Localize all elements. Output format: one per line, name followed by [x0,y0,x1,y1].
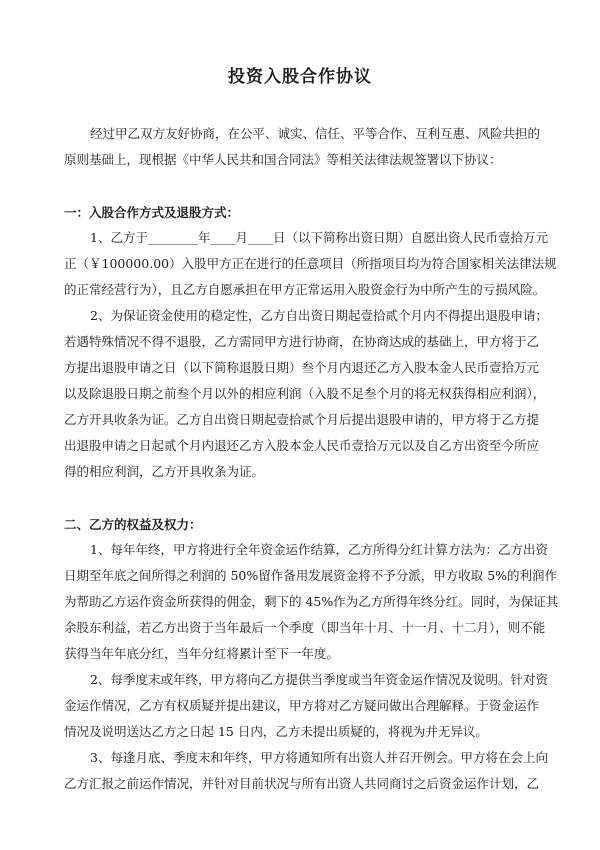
section-heading: 二、乙方的权益及权力： [64,517,202,532]
intro-line: 经过甲乙双方友好协商，在公平、诚实、信任、平等合作、互利互惠、风险共担的 [90,126,541,141]
paragraph-line: 金运作情况，乙方有权质疑并提出建议，甲方将对乙方疑问做出合理解释。于资金运作 [64,698,540,713]
paragraph-line: 1、乙方于________年____月____日（以下简称出资日期）自愿出资人民币壹拾万元 [90,230,548,245]
paragraph-line: 乙方开具收条为证。乙方自出资日期起壹拾贰个月后提出退股申请的，甲方将于乙方提 [64,412,540,427]
paragraph-line: 以及除退股日期之前叁个月以外的相应利润（入股不足叁个月的将无权获得相应利润）， [64,386,546,401]
paragraph-line: 日期至年底之间所得之利润的 50%留作备用发展资金将不予分派，甲方收取 5%的利润作 [64,568,558,583]
paragraph-line: 情况及说明送达乙方之日起 15 日内，乙方未提出质疑的，将视为并无异议。 [64,724,488,739]
intro-line: 原则基础上，现根据《中华人民共和国合同法》等相关法律法规签署以下协议： [64,152,502,167]
paragraph-line: 得的相应利润，乙方开具收条为证。 [64,464,265,479]
paragraph-line: 的正常经营行为），且乙方自愿承担在甲方正常运用入股资金行为中所产生的亏损风险。 [64,282,546,297]
paragraph-line: 余股东利益，若乙方出资于当年最后一个季度（即当年十月、十一月、十二月），则不能 [64,620,546,635]
paragraph-line: 正（￥100000.00）入股甲方正在进行的任意项目（所指项目均为符合国家相关法律法规 [64,256,557,271]
paragraph-line: 1、每年年终，甲方将进行全年资金运作结算，乙方所得分红计算方法为：乙方出资 [90,542,548,557]
paragraph-line: 获得当年年底分红，当年分红将累计至下一年度。 [64,646,340,661]
paragraph-line: 方提出退股申请之日（以下简称退股日期）叁个月内退还乙方入股本金人民币壹拾万元 [64,360,540,375]
paragraph-line: 为帮助乙方运作资金所获得的佣金，剩下的 45%作为乙方所得年终分红。同时，为保证其 [64,594,559,609]
section-heading: 一：入股合作方式及退股方式： [64,205,240,220]
document-title: 投资入股合作协议 [228,67,372,87]
paragraph-line: 乙方汇报之前运作情况，并针对目前状况与所有出资人共同商讨之后资金运作计划，乙 [64,776,540,791]
paragraph-line: 2、每季度末或年终，甲方将向乙方提供当季度或当年资金运作情况及说明。针对资 [90,672,548,687]
paragraph-line: 3、每逢月底、季度末和年终，甲方将通知所有出资人并召开例会。甲方将在会上向 [90,750,548,765]
paragraph-line: 2、为保证资金使用的稳定性，乙方自出资日期起壹拾贰个月内不得提出退股申请； [90,308,548,323]
paragraph-line: 若遇特殊情况不得不退股，乙方需同甲方进行协商，在协商达成的基础上，甲方将于乙 [64,334,540,349]
paragraph-line: 出退股申请之日起贰个月内退还乙方入股本金人民币壹拾万元以及自乙方出资至今所应 [64,438,540,453]
